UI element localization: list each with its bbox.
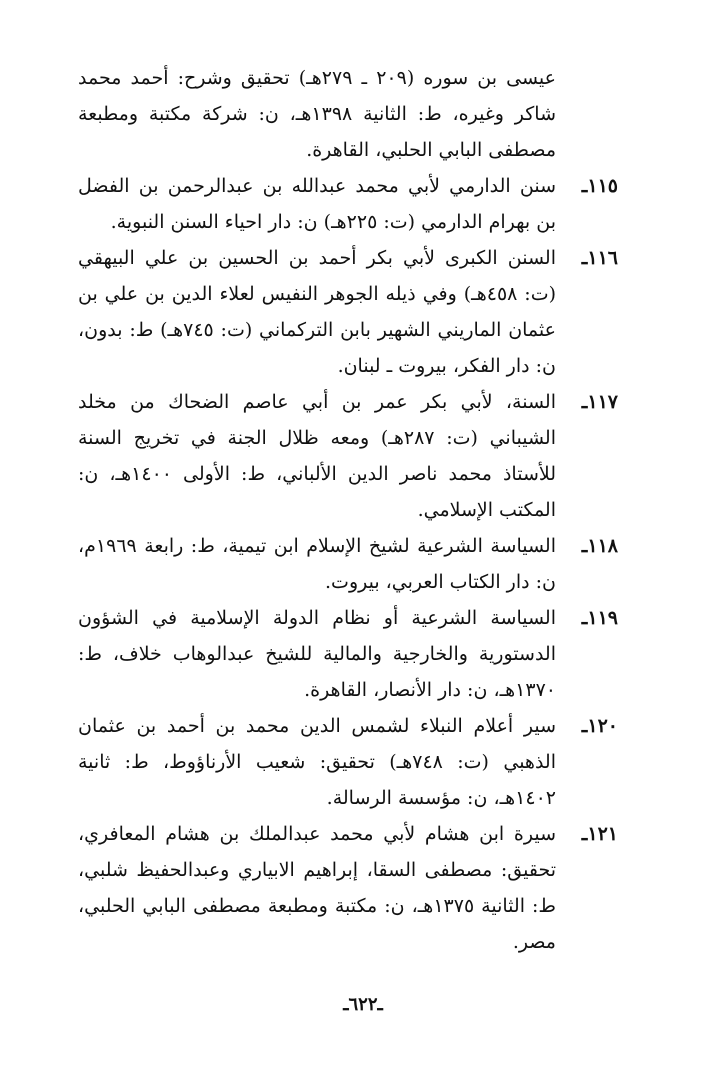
bibliography-entry-116 [78,240,618,384]
entry-number: ١٢١ـ [581,823,618,845]
entry-number: ١١٦ـ [581,247,618,269]
entry-text: السياسة الشرعية لشيخ الإسلام ابن تيمية، ط: رابعة ١٩٦٩م، ن: دار الكتاب العربي، بيروت. [78,535,556,593]
bibliography-entry-121 [78,816,618,960]
entry-text: السياسة الشرعية أو نظام الدولة الإسلامية في الشؤون الدستورية والخارجية والمالية للشيخ عبدالوهاب خلاف، ط: ١٣٧٠هـ، ن: دار الأنصار، القاهرة. [78,607,556,701]
entry-number: ١١٧ـ [581,391,618,413]
entry-number: ١١٨ـ [581,535,618,557]
bibliography-entry-119 [78,600,618,708]
entry-number: ١١٥ـ [581,175,618,197]
bibliography-entry-118 [78,528,618,600]
bibliography-entry-117 [78,384,618,528]
entry-text: سنن الدارمي لأبي محمد عبدالله بن عبدالرحمن بن الفضل بن بهرام الدارمي (ت: ٢٢٥هـ) ن: دار احياء السنن النبوية. [78,175,556,233]
entry-text: سير أعلام النبلاء لشمس الدين محمد بن أحمد بن عثمان الذهبي (ت: ٧٤٨هـ) تحقيق: شعيب الأرناؤوط، ط: ثانية ١٤٠٢هـ، ن: مؤسسة الرسالة. [78,715,556,809]
bibliography-page [78,60,618,960]
entry-number: ١١٩ـ [581,607,618,629]
bibliography-entry-continuation [78,60,618,168]
entry-text: عيسى بن سوره (٢٠٩ ـ ٢٧٩هـ) تحقيق وشرح: أحمد محمد شاكر وغيره، ط: الثانية ١٣٩٨هـ، ن: شركة مكتبة ومطبعة مصطفى البابي الحلبي، القاهرة. [78,67,556,161]
entry-number: ١٢٠ـ [581,715,618,737]
entry-text: السنة، لأبي بكر عمر بن أبي عاصم الضحاك من مخلد الشيباني (ت: ٢٨٧هـ) ومعه ظلال الجنة في تخريج السنة للأستاذ محمد ناصر الدين الألباني، ط: الأولى ١٤٠٠هـ، ن: المكتب الإسلامي. [78,391,556,521]
bibliography-entry-115 [78,168,618,240]
entry-text: السنن الكبرى لأبي بكر أحمد بن الحسين بن علي البيهقي (ت: ٤٥٨هـ) وفي ذيله الجوهر النفيس لعلاء الدين بن علي بن عثمان الماريني الشهير بابن التركماني (ت: ٧٤٥هـ) ط: بدون، ن: دار الفكر، بيروت ـ لبنان. [78,247,556,377]
entry-text: سيرة ابن هشام لأبي محمد عبدالملك بن هشام المعافري، تحقيق: مصطفى السقا، إبراهيم الابياري وعبدالحفيظ شلبي، ط: الثانية ١٣٧٥هـ، ن: مكتبة ومطبعة مصطفى البابي الحلبي، مصر. [78,823,556,953]
bibliography-entry-120 [78,708,618,816]
page-number: ـ٦٢٢ـ [343,994,383,1015]
